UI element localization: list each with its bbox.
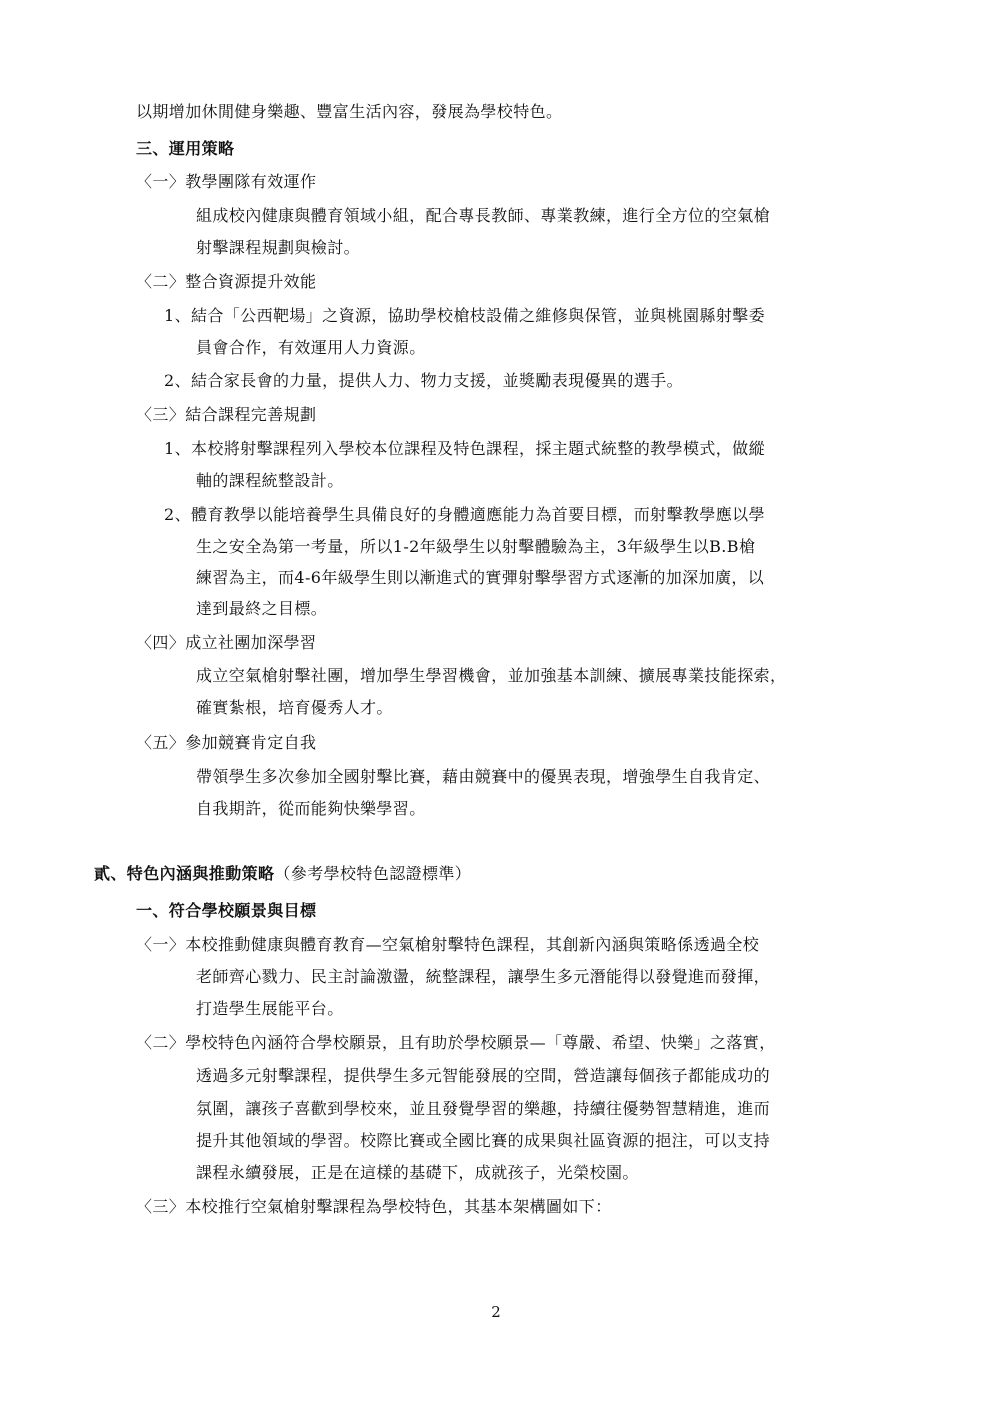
subsection-heading: 〈三〉結合課程完善規劃 xyxy=(136,405,317,424)
section-heading: 一、符合學校願景與目標 xyxy=(136,901,317,920)
subsection-paragraph: 〈一〉本校推動健康與體育教育—空氣槍射擊特色課程，其創新內涵與策略係透過全校 xyxy=(136,935,760,954)
paragraph-line: 透過多元射擊課程，提供學生多元智能發展的空間，營造讓每個孩子都能成功的 xyxy=(196,1066,771,1085)
subsection-heading: 〈五〉參加競賽肯定自我 xyxy=(136,733,317,752)
paragraph-line: 軸的課程統整設計。 xyxy=(196,471,344,490)
list-item: 1、結合「公西靶場」之資源，協助學校槍枝設備之維修與保管，並與桃園縣射擊委 xyxy=(164,306,765,325)
paragraph-line: 氛圍，讓孩子喜歡到學校來，並且發覺學習的樂趣，持續往優勢智慧精進，進而 xyxy=(196,1099,771,1118)
paragraph-line: 以期增加休閒健身樂趣、豐富生活內容，發展為學校特色。 xyxy=(136,102,563,121)
paragraph-line: 確實紮根，培育優秀人才。 xyxy=(196,698,393,717)
subsection-heading: 〈二〉整合資源提升效能 xyxy=(136,272,317,291)
subsection-heading: 〈一〉教學團隊有效運作 xyxy=(136,172,317,191)
paragraph-line: 組成校內健康與體育領域小組，配合專長教師、專業教練，進行全方位的空氣槍 xyxy=(196,206,771,225)
chapter-heading-note: （參考學校特色認證標準） xyxy=(274,864,472,883)
list-item: 1、本校將射擊課程列入學校本位課程及特色課程，採主題式統整的教學模式，做縱 xyxy=(164,439,765,458)
subsection-paragraph: 〈三〉本校推行空氣槍射擊課程為學校特色，其基本架構圖如下： xyxy=(136,1197,612,1216)
paragraph-line: 生之安全為第一考量，所以1-2年級學生以射擊體驗為主，3年級學生以B.B槍 xyxy=(196,537,756,556)
paragraph-line: 員會合作，有效運用人力資源。 xyxy=(196,338,426,357)
paragraph-line: 射擊課程規劃與檢討。 xyxy=(196,238,361,257)
paragraph-line: 提升其他領域的學習。校際比賽或全國比賽的成果與社區資源的挹注，可以支持 xyxy=(196,1131,771,1150)
subsection-heading: 〈四〉成立社團加深學習 xyxy=(136,633,317,652)
page-number: 2 xyxy=(491,1303,501,1321)
chapter-heading xyxy=(94,864,471,884)
section-heading: 三、運用策略 xyxy=(136,139,235,158)
paragraph-line: 課程永續發展，正是在這樣的基礎下，成就孩子，光榮校園。 xyxy=(196,1163,639,1182)
paragraph-line: 達到最終之目標。 xyxy=(196,599,328,618)
list-item: 2、結合家長會的力量，提供人力、物力支援，並獎勵表現優異的選手。 xyxy=(164,371,683,390)
paragraph-line: 打造學生展能平台。 xyxy=(196,999,344,1018)
paragraph-line: 成立空氣槍射擊社團，增加學生學習機會，並加強基本訓練、擴展專業技能探索， xyxy=(196,666,787,685)
list-item: 2、體育教學以能培養學生具備良好的身體適應能力為首要目標，而射擊教學應以學 xyxy=(164,505,765,524)
paragraph-line: 帶領學生多次參加全國射擊比賽，藉由競賽中的優異表現，增強學生自我肯定、 xyxy=(196,767,771,786)
paragraph-line: 自我期許，從而能夠快樂學習。 xyxy=(196,799,426,818)
paragraph-line: 老師齊心戮力、民主討論激盪，統整課程，讓學生多元潛能得以發覺進而發揮， xyxy=(196,967,771,986)
paragraph-line: 練習為主，而4-6年級學生則以漸進式的實彈射擊學習方式逐漸的加深加廣，以 xyxy=(196,568,765,587)
chapter-heading-title: 貳、特色內涵與推動策略 xyxy=(94,864,275,883)
subsection-paragraph: 〈二〉學校特色內涵符合學校願景，且有助於學校願景—「尊嚴、希望、快樂」之落實， xyxy=(136,1033,776,1052)
